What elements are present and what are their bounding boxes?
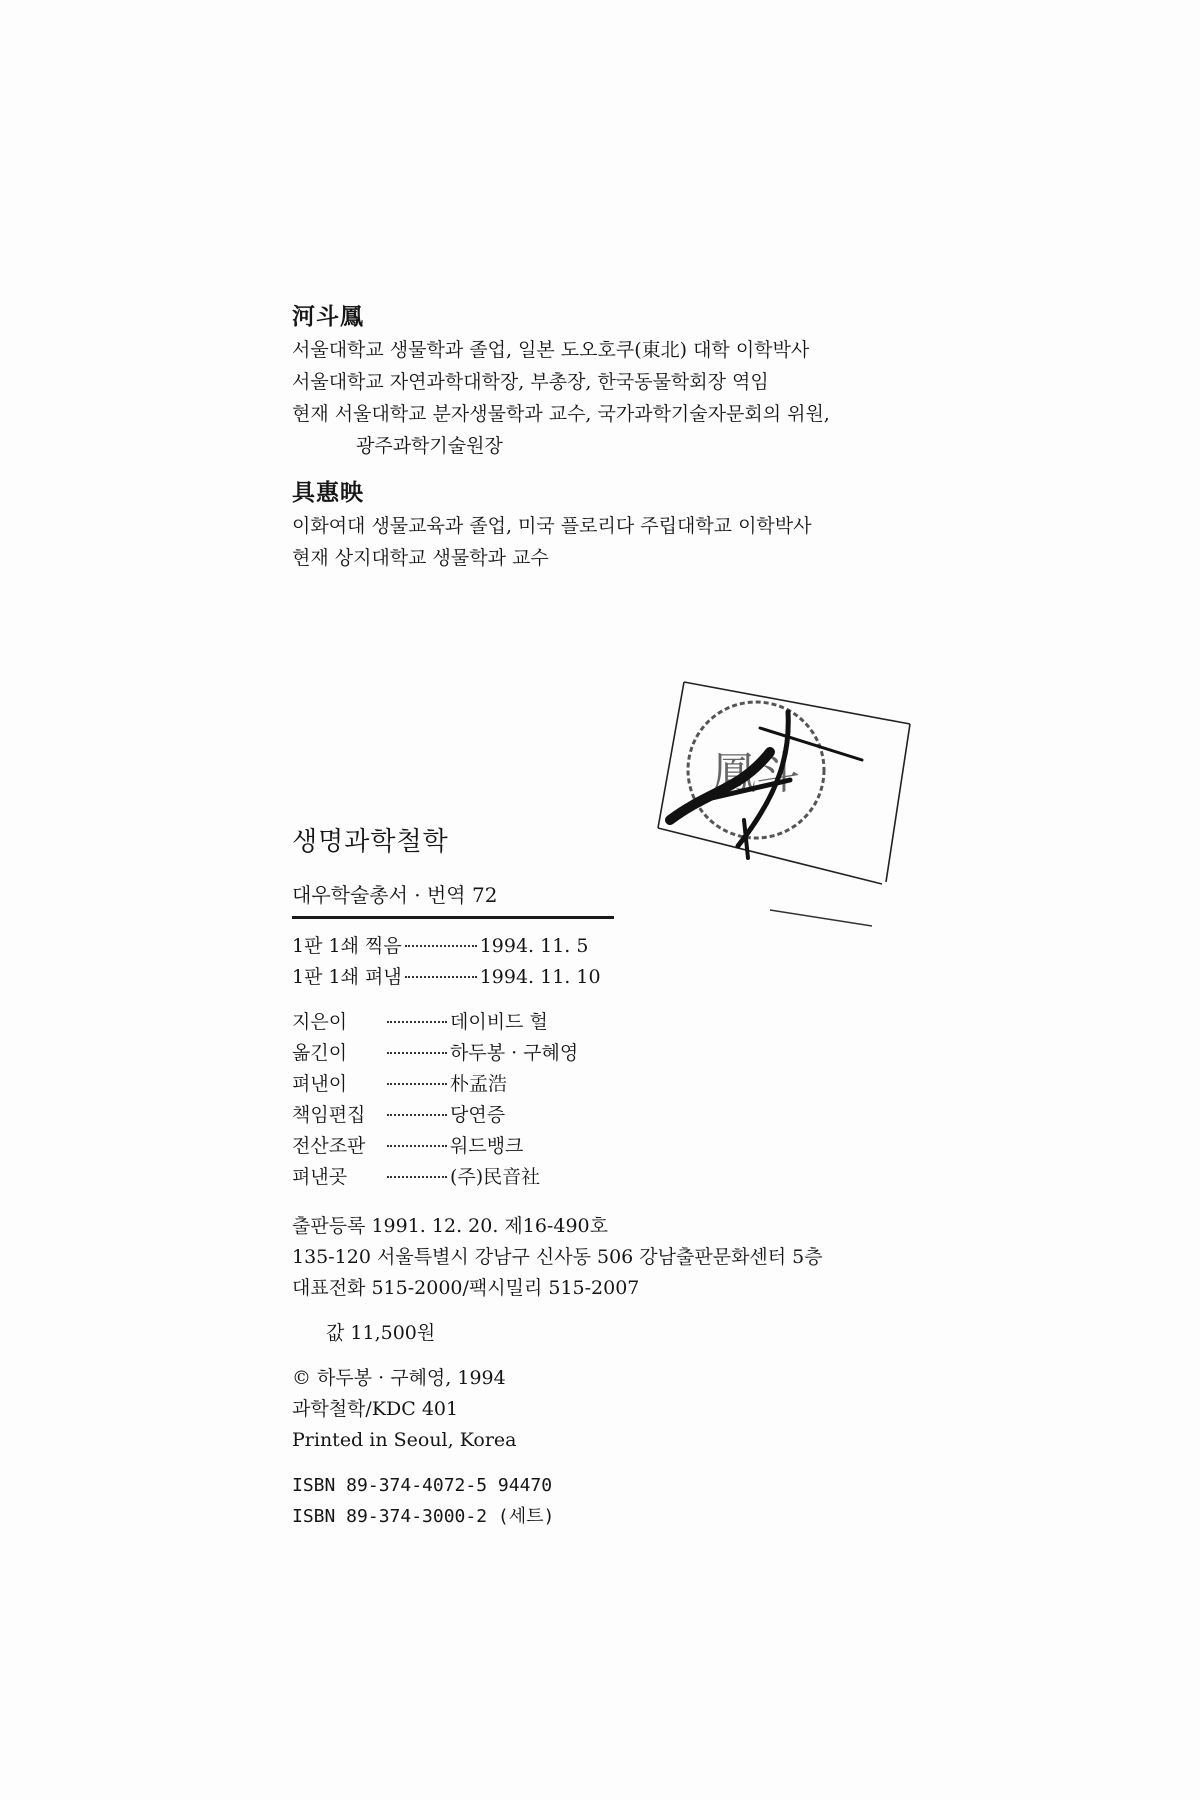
phone-fax: 대표전화 515-2000/팩시밀리 515-2007 [292,1277,640,1299]
copyright-block [292,1363,932,1456]
printing-row [292,931,932,962]
credit-row [292,1038,932,1069]
registration: 출판등록 1991. 12. 20. 제16-490호 [292,1215,608,1237]
credit-value: (주)民音社 [450,1166,541,1188]
credit-value: 워드뱅크 [450,1135,524,1157]
credit-label: 지은이 [292,1011,348,1033]
printing-row [292,962,932,993]
bio-line: 현재 서울대학교 분자생물학과 교수, 국가과학기술자문회의 위원, [292,403,830,425]
credit-label: 펴낸이 [292,1073,348,1095]
colophon [292,822,932,1546]
translator-bios [292,300,932,588]
printing-label: 1판 1쇄 펴냄 [292,966,402,988]
translator-bio [292,476,932,574]
address: 135-120 서울특별시 강남구 신사동 506 강남출판문화센터 5층 [292,1246,823,1268]
book-title: 생명과학철학 [292,827,449,857]
credit-label: 옮긴이 [292,1042,348,1064]
printing-date: 1994. 11. 5 [479,935,589,957]
credit-value: 당연증 [450,1104,506,1126]
credit-row [292,1162,932,1193]
seal-characters: 鳳斗 [712,748,800,799]
printing-label: 1판 1쇄 찍음 [292,935,402,957]
price: 값 11,500원 [326,1322,436,1344]
bio-line: 이화여대 생물교육과 졸업, 미국 플로리다 주립대학교 이학박사 [292,515,812,537]
dot-leader [387,1114,447,1116]
classification: 과학철학/KDC 401 [292,1398,459,1420]
dot-leader [405,945,477,947]
publisher-info [292,1211,932,1304]
copyright: © 하두봉 · 구혜영, 1994 [292,1367,506,1389]
credits [292,1007,932,1193]
series-line: 대우학술총서 · 번역 72 [292,880,614,919]
dot-leader [387,1176,447,1178]
bio-line: 서울대학교 자연과학대학장, 부총장, 한국동물학회장 역임 [292,371,769,393]
credit-label: 펴낸곳 [292,1166,348,1188]
credit-value: 데이비드 헐 [450,1011,548,1033]
bio-line: 서울대학교 생물학과 졸업, 일본 도오호쿠(東北) 대학 이학박사 [292,339,810,361]
printing-date: 1994. 11. 10 [479,966,601,988]
credit-row [292,1100,932,1131]
isbn-block [292,1470,932,1532]
bio-line: 광주과학기술원장 [356,435,503,457]
credit-row [292,1131,932,1162]
credit-label: 책임편집 [292,1104,366,1126]
credit-value: 하두봉 · 구혜영 [450,1042,579,1064]
isbn-line: ISBN 89-374-4072-5 94470 [292,1475,553,1496]
printed-in: Printed in Seoul, Korea [292,1429,517,1451]
credit-value: 朴孟浩 [450,1073,508,1095]
translator-name: 河斗鳳 [292,303,364,330]
dot-leader [405,976,477,978]
dot-leader [387,1021,447,1023]
printing-history [292,931,932,993]
translator-name: 具惠映 [292,479,364,506]
credit-label: 전산조판 [292,1135,366,1157]
dot-leader [387,1052,447,1054]
bio-line: 현재 상지대학교 생물학과 교수 [292,547,549,569]
credit-row [292,1007,932,1038]
credit-row [292,1069,932,1100]
dot-leader [387,1083,447,1085]
dot-leader [387,1145,447,1147]
isbn-line: ISBN 89-374-3000-2 (세트) [292,1506,555,1527]
translator-bio [292,300,932,462]
